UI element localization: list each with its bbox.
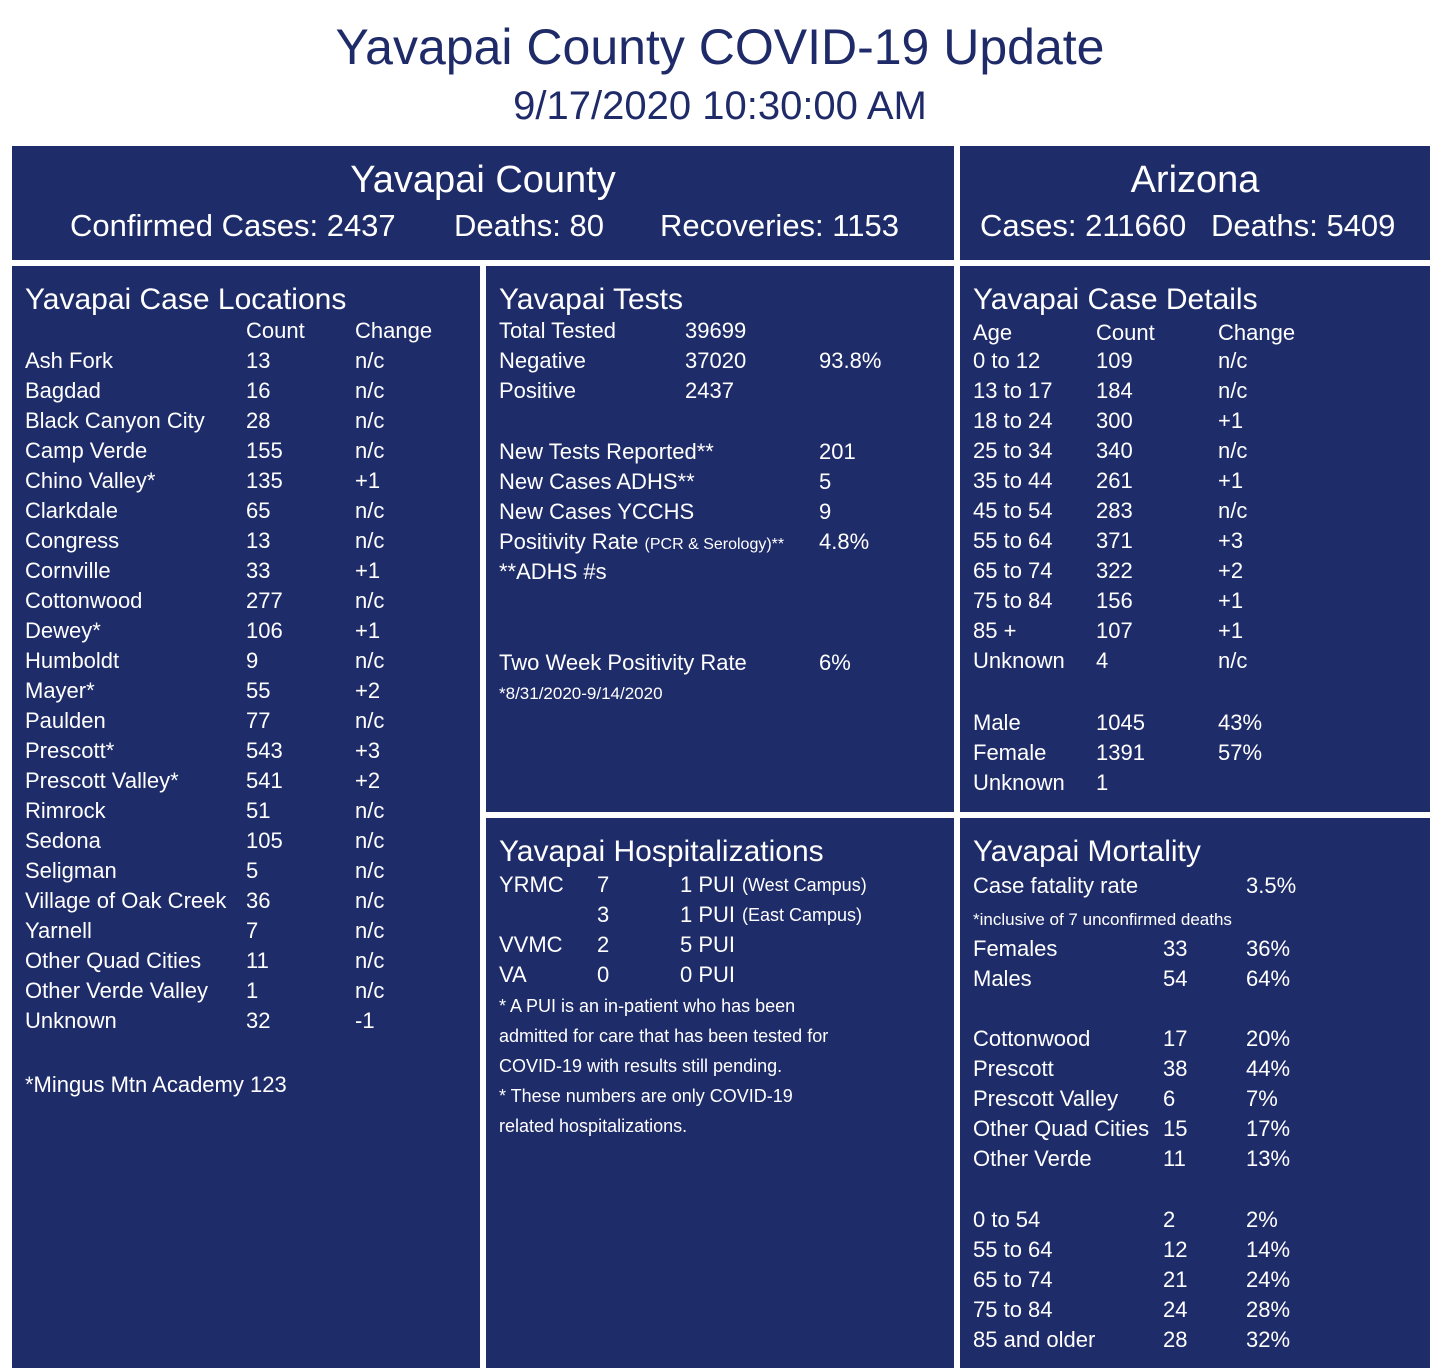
age-row [960,616,1430,646]
location-row [12,886,480,916]
hospital-note: * These numbers are only COVID-19 [499,1086,793,1106]
age-row [960,646,1430,676]
hospital-row [486,960,954,990]
details-age-header: Age [973,320,1013,345]
mortality-place: Prescott Valley [973,1086,1119,1111]
mortality-place-row [960,1084,1430,1114]
location-name: Clarkdale [25,498,118,523]
location-change: n/c [355,918,385,943]
location-name: Bagdad [25,378,101,403]
location-count: 16 [246,378,271,403]
case-fatality-label: Case fatality rate [973,873,1139,898]
hospital-note: admitted for care that has been tested for [499,1026,829,1046]
age-count: 4 [1096,648,1109,673]
location-name: Other Verde Valley [25,978,209,1003]
location-row [12,496,480,526]
age-row [960,586,1430,616]
age-count: 300 [1096,408,1133,433]
age-group: 65 to 74 [973,558,1053,583]
sex-row [960,768,1430,798]
location-row [12,736,480,766]
location-change: +2 [355,768,381,793]
hospital-name: VVMC [499,932,563,957]
mortality-age-count: 28 [1163,1327,1188,1352]
location-name: Humboldt [25,648,120,673]
age-row [960,526,1430,556]
location-change: +1 [355,558,381,583]
mortality-age-group: 0 to 54 [973,1207,1041,1232]
total-tested-value: 39699 [685,318,747,343]
location-count: 13 [246,528,271,553]
age-count: 283 [1096,498,1133,523]
age-count: 371 [1096,528,1133,553]
positive-label: Positive [499,378,577,403]
mortality-place-percent: 20% [1246,1026,1291,1051]
mortality-age-percent: 32% [1246,1327,1291,1352]
location-row [12,916,480,946]
location-change: n/c [355,798,385,823]
location-name: Cornville [25,558,111,583]
new-cases-ycchs-value: 9 [819,499,832,524]
location-count: 106 [246,618,283,643]
location-change: n/c [355,978,385,1003]
hospital-pui: 0 PUI [680,962,736,987]
hospitalizations-panel [486,818,954,1368]
negative-value: 37020 [685,348,747,373]
age-row [960,496,1430,526]
location-count: 543 [246,738,283,763]
age-row [960,466,1430,496]
mortality-place-count: 11 [1163,1146,1186,1171]
location-count: 33 [246,558,271,583]
location-row [12,646,480,676]
sex-percent: 43% [1218,710,1263,735]
age-change: n/c [1218,498,1248,523]
location-change: n/c [355,588,385,613]
mortality-age-group: 55 to 64 [973,1237,1053,1262]
mortality-age-row [960,1295,1430,1325]
update-timestamp: 9/17/2020 10:30:00 AM [513,84,927,128]
location-change: n/c [355,378,385,403]
mortality-sex-label: Females [973,936,1058,961]
age-row [960,436,1430,466]
location-count: 541 [246,768,283,793]
sex-percent: 57% [1218,740,1263,765]
mortality-place: Prescott [973,1056,1054,1081]
location-row [12,466,480,496]
hospital-pui: 5 PUI [680,932,736,957]
mortality-age-row [960,1205,1430,1235]
location-name: Chino Valley* [25,468,156,493]
age-group: 45 to 54 [973,498,1053,523]
location-count: 55 [246,678,271,703]
location-name: Black Canyon City [25,408,205,433]
hospital-name: VA [499,962,527,987]
age-row [960,376,1430,406]
age-change: +2 [1218,558,1244,583]
hospital-count: 7 [597,872,610,897]
hospital-count: 3 [597,902,610,927]
age-group: 85 + [973,618,1017,643]
county-deaths: Deaths: 80 [454,208,604,243]
location-count: 135 [246,468,283,493]
location-name: Mayer* [25,678,95,703]
tests-title: Yavapai Tests [499,283,683,316]
new-cases-adhs-value: 5 [819,469,832,494]
hospital-note: * A PUI is an in-patient who has been [499,996,796,1016]
new-cases-adhs-label: New Cases ADHS** [499,469,695,494]
location-change: n/c [355,888,385,913]
hospital-count: 0 [597,962,610,987]
hospital-note: COVID-19 with results still pending. [499,1056,783,1076]
location-row [12,796,480,826]
location-name: Prescott* [25,738,115,763]
case-locations-panel [12,266,480,1368]
location-row [12,616,480,646]
age-group: Unknown [973,648,1065,673]
sex-row [960,738,1430,768]
location-count: 13 [246,348,271,373]
mortality-sex-label: Males [973,966,1032,991]
mortality-age-group: 85 and older [973,1327,1096,1352]
age-change: +1 [1218,408,1244,433]
location-change: n/c [355,498,385,523]
mortality-title: Yavapai Mortality [973,835,1201,868]
tests-panel [486,266,954,812]
age-row [960,406,1430,436]
mortality-place-row [960,1114,1430,1144]
arizona-deaths: Deaths: 5409 [1211,208,1396,243]
new-tests-value: 201 [819,439,856,464]
details-count-header: Count [1096,320,1155,345]
total-tested-label: Total Tested [499,318,617,343]
location-change: n/c [355,648,385,673]
location-count: 36 [246,888,271,913]
location-row [12,946,480,976]
location-count: 277 [246,588,283,613]
mortality-place-row [960,1144,1430,1174]
hospital-row [486,930,954,960]
mortality-place-count: 17 [1163,1026,1188,1051]
mortality-panel [960,818,1430,1368]
mortality-age-count: 2 [1163,1207,1176,1232]
sex-count: 1391 [1096,740,1145,765]
location-row [12,706,480,736]
county-recoveries: Recoveries: 1153 [660,208,899,243]
sex-count: 1045 [1096,710,1145,735]
hospitalizations-title: Yavapai Hospitalizations [499,835,824,868]
two-week-dates: *8/31/2020-9/14/2020 [499,684,663,703]
location-name: Camp Verde [25,438,148,463]
page-title: Yavapai County COVID-19 Update [335,19,1105,75]
location-name: Rimrock [25,798,106,823]
age-group: 75 to 84 [973,588,1053,613]
location-change: n/c [355,408,385,433]
location-row [12,376,480,406]
age-group: 18 to 24 [973,408,1053,433]
age-count: 261 [1096,468,1133,493]
mortality-sex-row [960,964,1430,994]
sex-label: Female [973,740,1047,765]
location-row [12,826,480,856]
age-count: 322 [1096,558,1133,583]
age-count: 109 [1096,348,1133,373]
new-tests-label: New Tests Reported** [499,439,714,464]
location-name: Congress [25,528,120,553]
two-week-positivity-label: Two Week Positivity Rate [499,650,747,675]
location-count: 65 [246,498,271,523]
location-count: 1 [246,978,259,1003]
mortality-place: Other Quad Cities [973,1116,1150,1141]
locations-footnote: *Mingus Mtn Academy 123 [25,1072,287,1097]
mortality-place: Cottonwood [973,1026,1091,1051]
location-change: n/c [355,438,385,463]
location-change: n/c [355,948,385,973]
mortality-age-percent: 2% [1246,1207,1278,1232]
location-count: 51 [246,798,271,823]
age-group: 0 to 12 [973,348,1041,373]
age-change: +1 [1218,588,1244,613]
location-name: Seligman [25,858,117,883]
hospital-name: YRMC [499,872,564,897]
age-group: 35 to 44 [973,468,1053,493]
arizona-summary-panel [960,146,1430,260]
mortality-sex-row [960,934,1430,964]
locations-change-header: Change [355,318,433,343]
mortality-age-percent: 28% [1246,1297,1291,1322]
positivity-rate-value: 4.8% [819,529,870,554]
positive-value: 2437 [685,378,734,403]
case-fatality-value: 3.5% [1246,873,1297,898]
case-details-title: Yavapai Case Details [973,283,1258,316]
mortality-age-row [960,1235,1430,1265]
location-change: +1 [355,618,381,643]
county-name: Yavapai County [350,159,616,201]
age-count: 340 [1096,438,1133,463]
arizona-name: Arizona [1130,159,1260,201]
mortality-age-percent: 14% [1246,1237,1291,1262]
age-group: 55 to 64 [973,528,1053,553]
mortality-age-row [960,1325,1430,1355]
mortality-place: Other Verde [973,1146,1092,1171]
location-change: n/c [355,828,385,853]
mortality-place-row [960,1024,1430,1054]
mortality-place-percent: 13% [1246,1146,1291,1171]
arizona-cases: Cases: 211660 [980,208,1187,243]
hospital-campus: (East Campus) [742,905,863,925]
age-change: +3 [1218,528,1244,553]
location-row [12,856,480,886]
location-count: 5 [246,858,259,883]
location-change: n/c [355,708,385,733]
location-change: -1 [355,1008,375,1033]
mortality-sex-percent: 64% [1246,966,1291,991]
location-count: 32 [246,1008,271,1033]
case-locations-title: Yavapai Case Locations [25,283,347,316]
location-change: +3 [355,738,381,763]
hospital-pui: 1 PUI [680,872,736,897]
mortality-sex-percent: 36% [1246,936,1291,961]
location-row [12,406,480,436]
location-count: 9 [246,648,259,673]
location-count: 105 [246,828,283,853]
location-row [12,766,480,796]
age-group: 13 to 17 [973,378,1053,403]
age-count: 156 [1096,588,1133,613]
mortality-age-percent: 24% [1246,1267,1291,1292]
mortality-age-count: 24 [1163,1297,1188,1322]
age-change: +1 [1218,618,1244,643]
mortality-age-count: 12 [1163,1237,1188,1262]
location-row [12,976,480,1006]
age-count: 184 [1096,378,1133,403]
location-row [12,556,480,586]
adhs-note: **ADHS #s [499,559,607,584]
location-count: 77 [246,708,271,733]
positivity-rate-label: Positivity Rate [499,529,639,554]
location-change: n/c [355,858,385,883]
hospital-row [486,870,954,900]
location-count: 11 [246,948,269,973]
mortality-age-row [960,1265,1430,1295]
locations-count-header: Count [246,318,305,343]
hospital-note: related hospitalizations. [499,1116,688,1136]
hospital-campus: (West Campus) [742,875,867,895]
age-change: n/c [1218,348,1248,373]
location-count: 28 [246,408,271,433]
location-change: n/c [355,528,385,553]
mortality-age-group: 65 to 74 [973,1267,1053,1292]
negative-percent: 93.8% [819,348,882,373]
location-name: Village of Oak Creek [25,888,227,913]
case-details-panel [960,266,1430,812]
sex-row [960,708,1430,738]
age-count: 107 [1096,618,1133,643]
location-name: Prescott Valley* [25,768,179,793]
mortality-age-count: 21 [1163,1267,1188,1292]
location-name: Dewey* [25,618,101,643]
age-group: 25 to 34 [973,438,1053,463]
sex-label: Male [973,710,1021,735]
county-summary-panel [12,146,954,260]
mortality-age-group: 75 to 84 [973,1297,1053,1322]
location-name: Cottonwood [25,588,143,613]
location-count: 155 [246,438,283,463]
location-name: Yarnell [25,918,92,943]
age-row [960,556,1430,586]
mortality-sex-count: 54 [1163,966,1188,991]
hospital-count: 2 [597,932,610,957]
age-change: n/c [1218,438,1248,463]
location-name: Other Quad Cities [25,948,202,973]
age-change: n/c [1218,648,1248,673]
location-count: 7 [246,918,259,943]
sex-count: 1 [1096,770,1109,795]
two-week-positivity-value: 6% [819,650,851,675]
location-name: Unknown [25,1008,117,1033]
positivity-rate-note: (PCR & Serology)** [644,536,785,553]
age-change: +1 [1218,468,1244,493]
hospital-row [486,900,954,930]
location-change: n/c [355,348,385,373]
county-confirmed-cases: Confirmed Cases: 2437 [70,208,396,243]
mortality-place-count: 38 [1163,1056,1188,1081]
new-cases-ycchs-label: New Cases YCCHS [499,499,695,524]
mortality-sex-count: 33 [1163,936,1188,961]
location-row [12,436,480,466]
negative-label: Negative [499,348,586,373]
mortality-place-row [960,1054,1430,1084]
mortality-place-count: 6 [1163,1086,1176,1111]
location-row [12,1006,480,1036]
hospital-pui: 1 PUI [680,902,736,927]
location-row [12,676,480,706]
mortality-place-count: 15 [1163,1116,1188,1141]
case-fatality-note: *inclusive of 7 unconfirmed deaths [973,910,1232,929]
mortality-place-percent: 44% [1246,1056,1291,1081]
mortality-place-percent: 7% [1246,1086,1278,1111]
details-change-header: Change [1218,320,1296,345]
location-row [12,586,480,616]
location-row [12,526,480,556]
sex-label: Unknown [973,770,1065,795]
age-row [960,346,1430,376]
mortality-place-percent: 17% [1246,1116,1291,1141]
age-change: n/c [1218,378,1248,403]
location-name: Sedona [25,828,101,853]
location-change: +2 [355,678,381,703]
location-change: +1 [355,468,381,493]
location-name: Paulden [25,708,106,733]
location-row [12,346,480,376]
location-name: Ash Fork [25,348,114,373]
